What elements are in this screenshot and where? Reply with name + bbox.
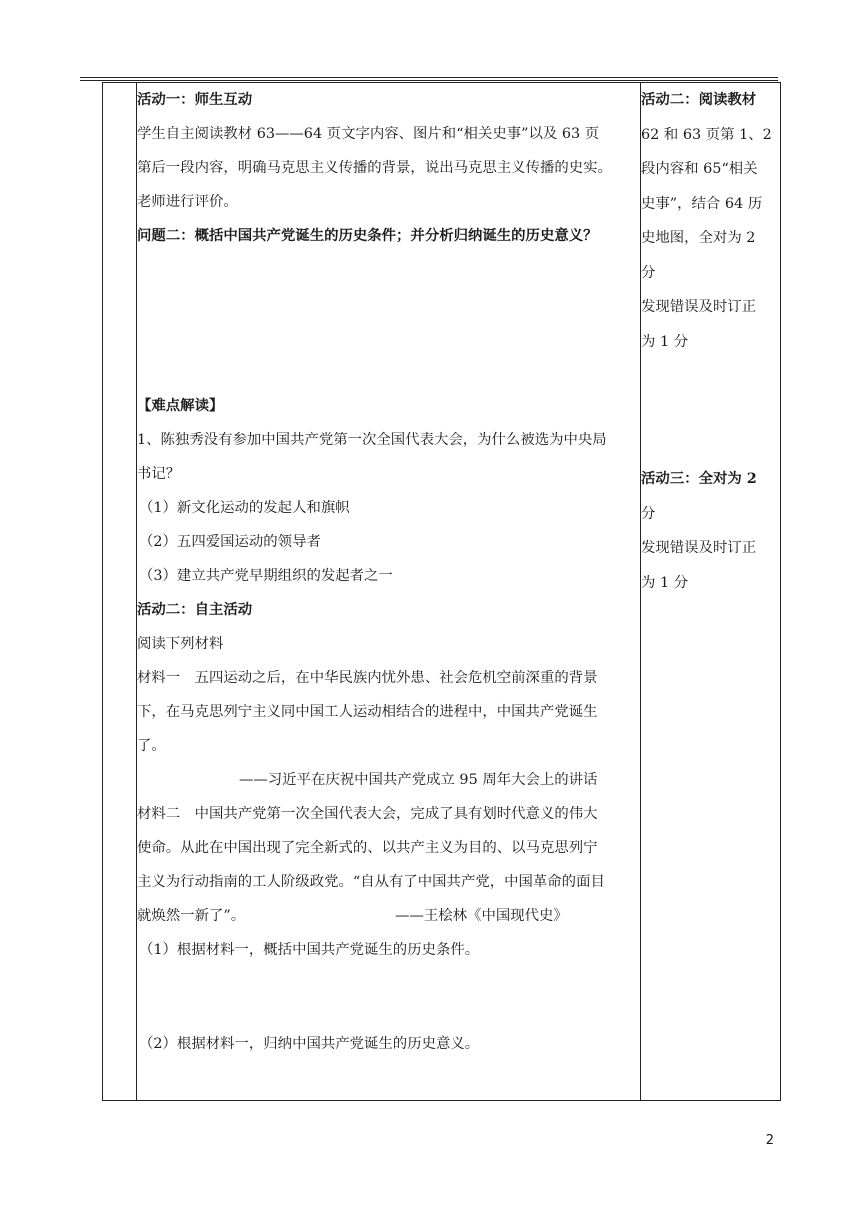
difficulty-question: 1、陈独秀没有参加中国共产党第一次全国代表大会，为什么被选为中央局 — [137, 432, 607, 448]
read-materials: 阅读下列材料 — [137, 636, 224, 652]
difficulty-answer: （3）建立共产党早期组织的发起者之一 — [139, 568, 393, 584]
activity2-eval: 活动二：阅读教材 — [641, 91, 757, 108]
material1-citation: ——习近平在庆祝中国共产党成立 95 周年大会上的讲话 — [239, 772, 598, 788]
evaluation-cell — [641, 83, 781, 1101]
material1-text: 了。 — [137, 738, 166, 754]
left-empty-cell — [103, 83, 137, 1101]
activity1-text: 第后一段内容，明确马克思主义传播的背景，说出马克思主义传播的史实。 — [137, 160, 612, 176]
difficulty-answer: （1）新文化运动的发起人和旗帜 — [139, 500, 350, 516]
activity2-eval: 段内容和 65“相关 — [641, 161, 758, 177]
page-number: 2 — [765, 1133, 774, 1148]
activity3-eval: 活动三：全对为 2 — [641, 470, 757, 487]
activity3-eval: 发现错误及时订正 — [641, 540, 757, 556]
activity2-eval: 史地图，全对为 2 — [641, 230, 756, 246]
material2-text: 主义为行动指南的工人阶级政党。“自从有了中国共产党，中国革命的面目 — [137, 874, 605, 890]
activity2-eval: 分 — [641, 264, 656, 281]
eval-gap — [641, 359, 780, 462]
activity2-eval: 发现错误及时订正 — [641, 299, 757, 315]
activity2-eval: 为 1 分 — [641, 333, 689, 350]
activity3-eval: 分 — [641, 505, 656, 522]
header-rule-thin — [80, 80, 778, 81]
activity2-eval: 史事”，结合 64 历 — [641, 195, 763, 212]
header-rule — [80, 77, 778, 78]
material2-text-end: 就焕然一新了”。 — [137, 908, 246, 924]
activity2-eval: 62 和 63 页第 1、2 — [641, 126, 772, 143]
lesson-table — [102, 82, 781, 1101]
task2: （2）根据材料一，归纳中国共产党诞生的历史意义。 — [139, 1036, 480, 1052]
task1: （1）根据材料一，概括中国共产党诞生的历史条件。 — [139, 942, 480, 958]
content-cell — [137, 83, 641, 1101]
material2-text — [137, 899, 640, 933]
material2-text: 使命。从此在中国出现了完全新式的、以共产主义为目的、以马克思列宁 — [137, 840, 598, 856]
material1-text: 材料一 五四运动之后，在中华民族内忧外患、社会危机空前深重的背景 — [137, 670, 598, 686]
difficulty-title: 【难点解读】 — [137, 397, 224, 414]
difficulty-answer: （2）五四爱国运动的领导者 — [139, 534, 321, 550]
activity2-title: 活动二：自主活动 — [137, 601, 253, 618]
task1-answer-space — [137, 967, 640, 1027]
material2-citation: ——王桧林《中国现代史》 — [395, 908, 568, 924]
difficulty-question: 书记？ — [137, 466, 181, 482]
activity1-text: 老师进行评价。 — [137, 194, 238, 210]
activity1-text: 学生自主阅读教材 63——64 页文字内容、图片和“相关史事”以及 63 页 — [137, 126, 600, 142]
material1-text: 下，在马克思列宁主义同中国工人运动相结合的进程中，中国共产党诞生 — [137, 704, 598, 720]
material2-text: 材料二 中国共产党第一次全国代表大会，完成了具有划时代意义的伟大 — [137, 806, 598, 822]
activity1-title: 活动一：师生互动 — [137, 91, 253, 108]
activity3-eval: 为 1 分 — [641, 574, 689, 591]
answer-space — [137, 253, 640, 389]
question2: 问题二：概括中国共产党诞生的历史条件；并分析归纳诞生的历史意义？ — [137, 227, 598, 244]
